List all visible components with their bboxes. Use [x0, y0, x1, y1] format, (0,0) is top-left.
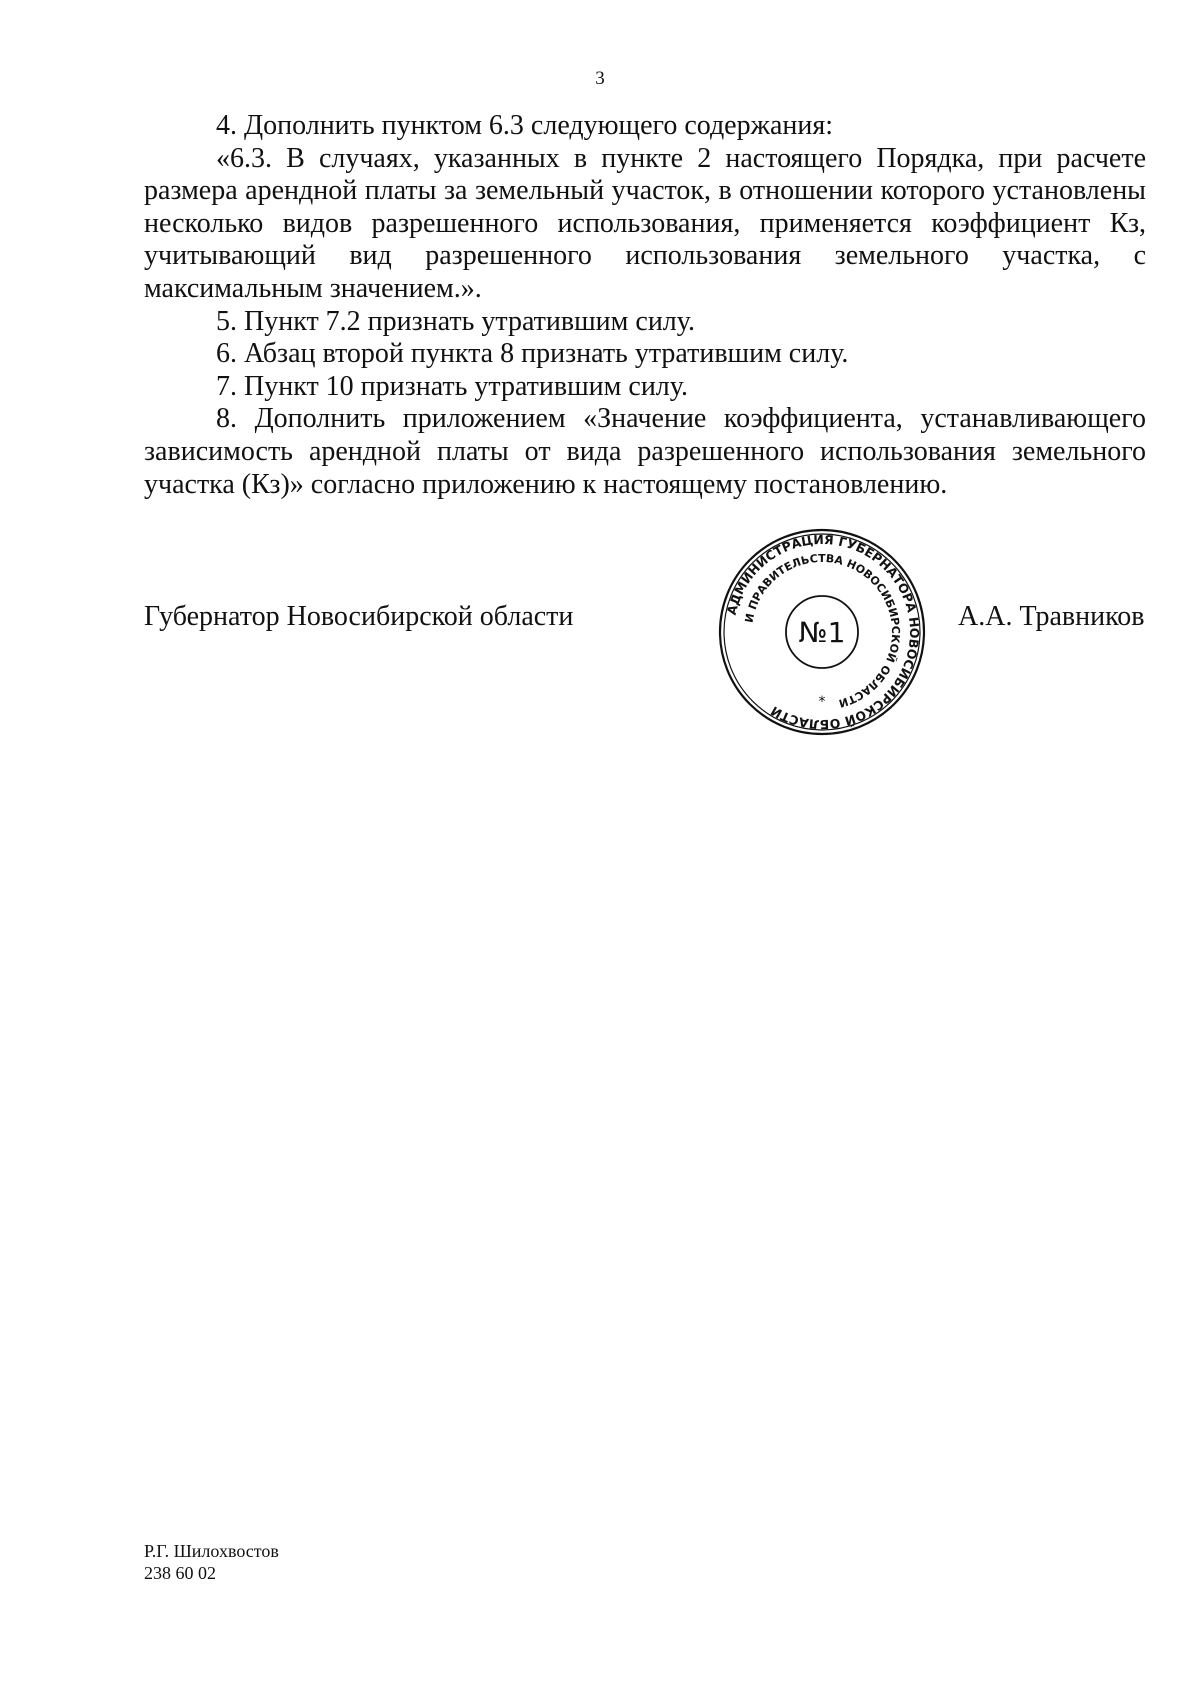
seal-inner-text: И ПРАВИТЕЛЬСТВА НОВОСИБИРСКОЙ ОБЛАСТИ — [742, 551, 903, 710]
paragraph-item-7: 7. Пункт 10 признать утратившим силу. — [216, 370, 688, 402]
seal-number: №1 — [798, 616, 846, 649]
seal-star: * — [818, 694, 826, 710]
document-body — [144, 110, 1146, 501]
paragraph-item-4: 4. Дополнить пунктом 6.3 следующего содержания: — [216, 110, 834, 141]
executor-info — [144, 1540, 279, 1584]
page-number: 3 — [595, 68, 605, 89]
paragraph-item-5: 5. Пункт 7.2 признать утратившим силу. — [216, 305, 695, 337]
executor-name: Р.Г. Шилохвостов — [144, 1541, 279, 1561]
paragraph-quote-6-3: «6.3. В случаях, указанных в пункте 2 настоящего Порядка, при расчете размера арендной платы за земельный участок, в отношении которого установлены несколько видов разрешенного использования, применяется коэффициент Кз, учитывающий вид разрешенного использования земельного участка, с максимальным значением.». — [144, 142, 1146, 304]
official-seal — [718, 528, 926, 736]
seal-outer-text: АДМИНИСТРАЦИЯ ГУБЕРНАТОРА НОВОСИБИРСКОЙ ОБЛАСТИ — [723, 531, 923, 733]
executor-phone: 238 60 02 — [144, 1563, 216, 1583]
paragraph-item-8: 8. Дополнить приложением «Значение коэффициента, устанавливающего зависимость арендной платы от вида разрешенного использования земельного участка (Кз)» согласно приложению к настоящему постановлению. — [144, 403, 1146, 500]
paragraph-item-6: 6. Абзац второй пункта 8 признать утратившим силу. — [216, 338, 849, 370]
signatory-name: А.А. Травников — [958, 601, 1145, 632]
signatory-position: Губернатор Новосибирской области — [144, 601, 574, 632]
